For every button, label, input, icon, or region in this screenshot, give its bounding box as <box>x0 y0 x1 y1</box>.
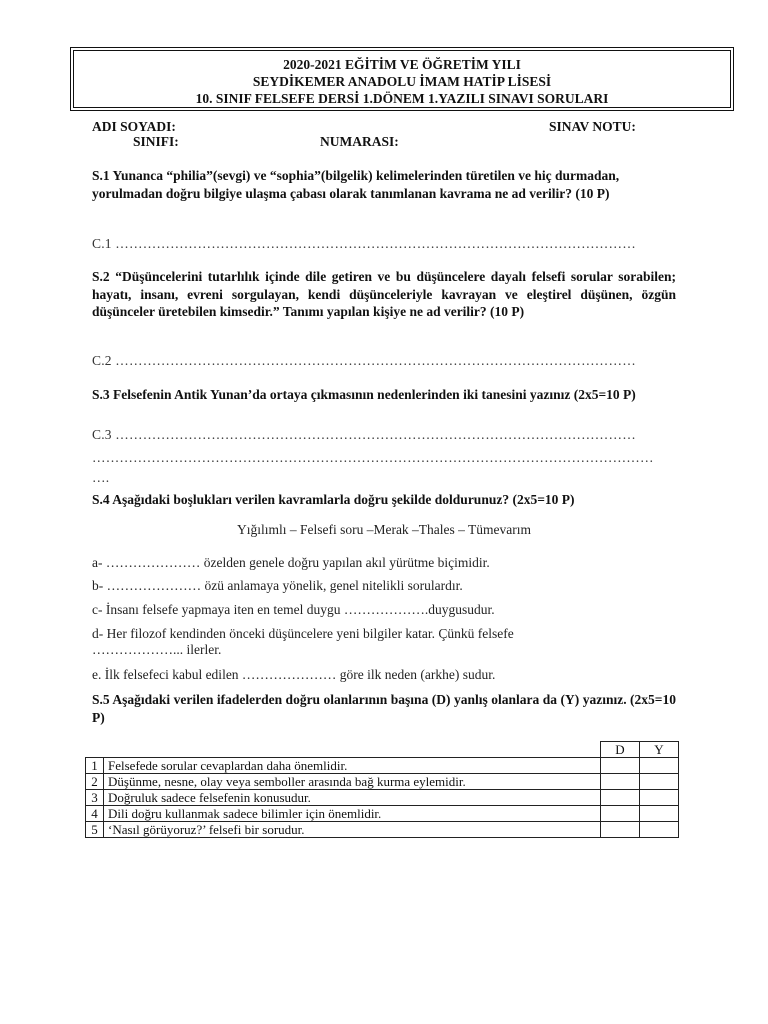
statement: Doğruluk sadece felsefenin konusudur. <box>104 790 601 806</box>
table-row <box>86 822 679 838</box>
answer-line-1: C.1 …………………………………………………………………………………………………… <box>92 236 636 251</box>
fill-item-e: e. İlk felsefeci kabul edilen ………………… göre ilk neden (arkhe) sudur. <box>92 667 496 682</box>
fill-item-a: a- ………………… özelden genele doğru yapılan akıl yürütme biçimidir. <box>92 555 490 570</box>
statement: Düşünme, nesne, olay veya semboller arasında bağ kurma eylemidir. <box>104 774 601 790</box>
row-number: 3 <box>86 790 104 806</box>
number-label: NUMARASI: <box>320 134 399 149</box>
answer-cell-d[interactable] <box>601 822 640 838</box>
answer-line-3b: …………………………………………………………………………………………………………… <box>92 450 654 465</box>
statement: Felsefede sorular cevaplardan daha önemlidir. <box>104 758 601 774</box>
true-false-table <box>85 741 679 838</box>
answer-cell-y[interactable] <box>640 790 679 806</box>
answer-cell-y[interactable] <box>640 822 679 838</box>
header-school: SEYDİKEMER ANADOLU İMAM HATİP LİSESİ <box>252 74 552 89</box>
header-year: 2020-2021 EĞİTİM VE ÖĞRETİM YILI <box>283 57 521 72</box>
fill-item-c: c- İnsanı felsefe yapmaya iten en temel duygu ……………….duygusudur. <box>92 602 495 617</box>
statement: Dili doğru kullanmak sadece bilimler için önemlidir. <box>104 806 601 822</box>
answer-line-3a: C.3 …………………………………………………………………………………………………… <box>92 427 636 442</box>
answer-cell-d[interactable] <box>601 790 640 806</box>
table-row <box>86 806 679 822</box>
question-5: S.5 Aşağıdaki verilen ifadelerden doğru olanlarının başına (D) yanlış olanlara da (Y) yazınız. (2x5=10 P) <box>92 692 676 725</box>
row-number: 2 <box>86 774 104 790</box>
header-exam-title: 10. SINIF FELSEFE DERSİ 1.DÖNEM 1.YAZILI SINAVI SORULARI <box>195 91 609 106</box>
row-number: 4 <box>86 806 104 822</box>
question-4: S.4 Aşağıdaki boşlukları verilen kavramlarla doğru şekilde doldurunuz? (2x5=10 P) <box>92 492 575 507</box>
question-1: S.1 Yunanca “philia”(sevgi) ve “sophia”(bilgelik) kelimelerinden türetilen ve hiç durmadan, yorulmadan doğru bilgiye ulaşma çabası olarak tanımlanan kavrama ne ad verilir? (10 P) <box>92 168 620 201</box>
question-3: S.3 Felsefenin Antik Yunan’da ortaya çıkmasının nedenlerinden iki tanesini yazınız (2x5=10 P) <box>92 387 636 402</box>
column-d-header: D <box>601 742 640 758</box>
class-label: SINIFI: <box>133 134 179 149</box>
grade-label: SINAV NOTU: <box>549 119 636 134</box>
column-y-header: Y <box>640 742 679 758</box>
exam-header <box>70 47 734 111</box>
row-number: 1 <box>86 758 104 774</box>
fill-item-d-line2: ………………... ilerler. <box>92 642 222 657</box>
answer-cell-y[interactable] <box>640 806 679 822</box>
statement: ‘Nasıl görüyoruz?’ felsefi bir sorudur. <box>104 822 601 838</box>
answer-cell-y[interactable] <box>640 774 679 790</box>
answer-line-2: C.2 …………………………………………………………………………………………………… <box>92 353 636 368</box>
table-row <box>86 790 679 806</box>
fill-item-b: b- ………………… özü anlamaya yönelik, genel nitelikli sorulardır. <box>92 578 463 593</box>
question-2: S.2 “Düşüncelerini tutarlılık içinde dile getiren ve bu düşüncelere dayalı felsefi sorular sorabilen; hayatı, insanı, evreni sorgulayan, kendi düşünceleriyle kavrayan ve eleştirel düşünen, özgün düşünceler üretebilen kimsedir.” Tanımı yapılan kişiye ne ad verilir? (10 P) <box>92 269 676 319</box>
table-header-row <box>86 742 679 758</box>
fill-item-d-line1: d- Her filozof kendinden önceki düşüncelere yeni bilgiler katar. Çünkü felsefe <box>92 626 514 641</box>
name-label: ADI SOYADI: <box>92 119 176 134</box>
answer-cell-d[interactable] <box>601 758 640 774</box>
answer-cell-y[interactable] <box>640 758 679 774</box>
table-row <box>86 758 679 774</box>
answer-cell-d[interactable] <box>601 774 640 790</box>
answer-line-3c: …. <box>92 470 110 485</box>
answer-cell-d[interactable] <box>601 806 640 822</box>
table-row <box>86 774 679 790</box>
concept-list: Yığılımlı – Felsefi soru –Merak –Thales – Tümevarım <box>236 522 532 537</box>
row-number: 5 <box>86 822 104 838</box>
